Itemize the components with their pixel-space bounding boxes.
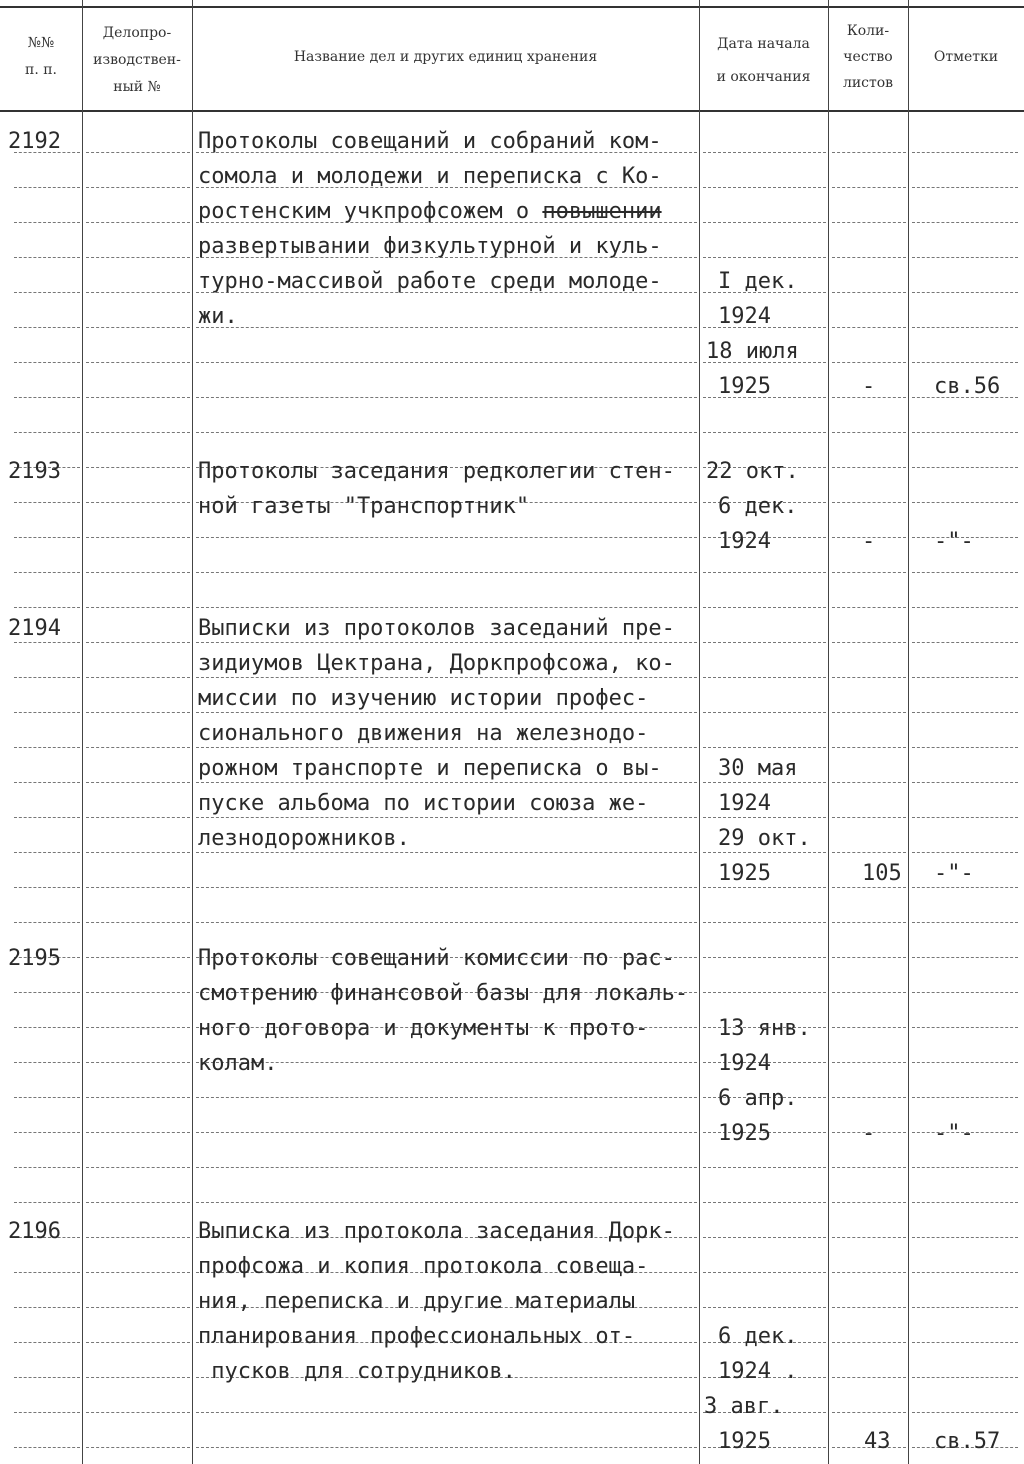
date-entry: I дек. <box>718 269 798 294</box>
ruled-line <box>832 362 906 363</box>
ruled-line <box>912 922 1018 923</box>
date-entry: 6 апр. <box>718 1086 798 1111</box>
record-number: 2195 <box>8 946 61 971</box>
ruled-line <box>86 467 190 468</box>
record-title-text: ростенским учкпрофсожем о <box>198 199 543 224</box>
ruled-line <box>912 712 1018 713</box>
date-entry: 1924 . <box>718 1359 798 1384</box>
ruled-line <box>14 1167 80 1168</box>
ruled-line <box>703 1237 826 1238</box>
record-title-line: планирования профессиональных от- <box>198 1324 636 1349</box>
ruled-line <box>703 642 826 643</box>
ruled-line <box>832 747 906 748</box>
header-rule <box>0 110 1024 112</box>
record-title-line: пусков для сотрудников. <box>198 1359 516 1384</box>
record-title-line: ного договора и документы к прото- <box>198 1016 649 1041</box>
ruled-line <box>196 432 697 433</box>
ruled-line <box>14 432 80 433</box>
ruled-line <box>86 642 190 643</box>
ruled-line <box>196 1447 697 1448</box>
ruled-line <box>14 1027 80 1028</box>
record-number: 2193 <box>8 459 61 484</box>
ruled-line <box>912 782 1018 783</box>
ruled-line <box>86 712 190 713</box>
sheet-count: - <box>862 529 876 554</box>
ruled-line <box>86 677 190 678</box>
ruled-line <box>14 362 80 363</box>
ruled-line <box>832 712 906 713</box>
date-entry: 1925 <box>718 374 771 399</box>
ruled-line <box>832 922 906 923</box>
ruled-line <box>703 257 826 258</box>
ruled-line <box>832 187 906 188</box>
date-entry: 6 дек. <box>718 1324 798 1349</box>
record-title-line: Протоколы совещаний комиссии по рас- <box>198 946 675 971</box>
record-title-line <box>198 194 708 229</box>
ruled-line <box>832 572 906 573</box>
ruled-line <box>912 1167 1018 1168</box>
ruled-line <box>912 1412 1018 1413</box>
ruled-line <box>86 1447 190 1448</box>
ruled-line <box>86 152 190 153</box>
ruled-line <box>703 432 826 433</box>
record-number: 2194 <box>8 616 61 641</box>
header-office-num <box>82 20 192 101</box>
column-divider <box>82 0 83 1464</box>
ruled-line <box>832 1202 906 1203</box>
ruled-line <box>912 187 1018 188</box>
ruled-line <box>196 397 697 398</box>
ruled-line <box>86 537 190 538</box>
ruled-line <box>912 432 1018 433</box>
date-entry: 1925 <box>718 1121 771 1146</box>
ruled-line <box>14 572 80 573</box>
ruled-line <box>86 957 190 958</box>
ruled-line <box>86 187 190 188</box>
ruled-line <box>912 1027 1018 1028</box>
date-entry: 3 авг. <box>704 1394 784 1419</box>
ruled-line <box>86 887 190 888</box>
ruled-line <box>196 1412 697 1413</box>
ruled-line <box>196 362 697 363</box>
record-title-line: смотрению финансовой базы для локаль- <box>198 981 689 1006</box>
ruled-line <box>14 1412 80 1413</box>
ruled-line <box>14 852 80 853</box>
column-divider <box>828 0 829 1464</box>
date-entry: 13 янв. <box>718 1016 811 1041</box>
header-notes: Отметки <box>933 49 999 65</box>
ruled-line <box>912 1272 1018 1273</box>
ruled-line <box>832 467 906 468</box>
record-title-line: сомола и молодежи и переписка с Ко- <box>198 164 662 189</box>
ruled-line <box>86 1202 190 1203</box>
date-entry: 6 дек. <box>718 494 798 519</box>
ruled-line <box>86 292 190 293</box>
date-entry: 30 мая <box>718 756 798 781</box>
ruled-line <box>912 467 1018 468</box>
ruled-line <box>832 852 906 853</box>
record-title-line: колам. <box>198 1051 278 1076</box>
record-title-line: турно-массивой работе среди молоде- <box>198 269 662 294</box>
ruled-line <box>912 1202 1018 1203</box>
ruled-line <box>196 572 697 573</box>
ruled-line <box>86 1307 190 1308</box>
ruled-line <box>86 1272 190 1273</box>
ruled-line <box>912 1097 1018 1098</box>
ruled-line <box>86 572 190 573</box>
ruled-line <box>703 747 826 748</box>
struck-word: повышении <box>542 199 662 224</box>
ruled-line <box>86 502 190 503</box>
ruled-line <box>14 257 80 258</box>
date-entry: 29 окт. <box>718 826 811 851</box>
note-mark: св.56 <box>934 374 1001 399</box>
ruled-line <box>832 607 906 608</box>
ruled-line <box>86 327 190 328</box>
ruled-line <box>86 1097 190 1098</box>
ruled-line <box>14 1377 80 1378</box>
date-entry: 18 июля <box>706 339 799 364</box>
ruled-line <box>703 1272 826 1273</box>
date-entry: 1924 <box>718 791 771 816</box>
record-number: 2192 <box>8 129 61 154</box>
ruled-line <box>14 607 80 608</box>
ruled-line <box>912 257 1018 258</box>
ruled-line <box>14 1307 80 1308</box>
ruled-line <box>912 992 1018 993</box>
ruled-line <box>703 1167 826 1168</box>
ruled-line <box>912 1307 1018 1308</box>
record-title-line: Протоколы совещаний и собраний ком- <box>198 129 662 154</box>
ruled-line <box>196 1132 697 1133</box>
ruled-line <box>14 1202 80 1203</box>
ruled-line <box>86 1412 190 1413</box>
note-mark: -"- <box>934 529 974 554</box>
ruled-line <box>912 607 1018 608</box>
ruled-line <box>14 712 80 713</box>
header-title: Название дел и других единиц хранения <box>293 49 598 65</box>
record-title-line: рожном транспорте и переписка о вы- <box>198 756 662 781</box>
header-office-line: изводствен- <box>93 52 181 68</box>
ruled-line <box>14 747 80 748</box>
record-title-line: пуске альбома по истории союза же- <box>198 791 649 816</box>
ruled-line <box>832 1377 906 1378</box>
ruled-line <box>14 222 80 223</box>
ruled-line <box>86 747 190 748</box>
ruled-line <box>86 432 190 433</box>
ruled-line <box>86 817 190 818</box>
record-title-line: Протоколы заседания редколегии стен- <box>198 459 675 484</box>
ruled-line <box>912 677 1018 678</box>
sheet-count: 105 <box>862 861 902 886</box>
ruled-line <box>912 852 1018 853</box>
date-entry: 22 окт. <box>706 459 799 484</box>
record-title-line: сионального движения на железнодо- <box>198 721 649 746</box>
ruled-line <box>86 1377 190 1378</box>
record-title-line: развертывании физкультурной и куль- <box>198 234 662 259</box>
ruled-line <box>196 1097 697 1098</box>
ruled-line <box>912 1237 1018 1238</box>
date-entry: 1925 <box>718 861 771 886</box>
ruled-line <box>832 1062 906 1063</box>
ruled-line <box>14 537 80 538</box>
ruled-line <box>196 607 697 608</box>
ruled-line <box>196 537 697 538</box>
ruled-line <box>832 1097 906 1098</box>
ruled-line <box>14 1272 80 1273</box>
ruled-line <box>912 957 1018 958</box>
record-title-line: Выписка из протокола заседания Дорк- <box>198 1219 675 1244</box>
ruled-line <box>14 502 80 503</box>
ruled-line <box>912 292 1018 293</box>
date-entry: 1924 <box>718 304 771 329</box>
sheet-count: 43 <box>864 1429 891 1454</box>
note-mark: -"- <box>934 1121 974 1146</box>
ruled-line <box>86 782 190 783</box>
ruled-line <box>14 887 80 888</box>
ruled-line <box>912 817 1018 818</box>
ruled-line <box>832 152 906 153</box>
top-rule <box>0 6 1024 8</box>
ruled-line <box>703 922 826 923</box>
ruled-line <box>86 992 190 993</box>
ruled-line <box>832 1412 906 1413</box>
record-title-line: Выписки из протоколов заседаний пре- <box>198 616 675 641</box>
date-entry: 1924 <box>718 1051 771 1076</box>
ruled-line <box>14 1447 80 1448</box>
ruled-line <box>832 1027 906 1028</box>
header-count-line: чество <box>843 49 893 65</box>
ruled-line <box>86 852 190 853</box>
header-num-line: №№ <box>27 35 55 51</box>
ruled-line <box>86 1167 190 1168</box>
header-dates-line: и окончания <box>716 69 811 85</box>
ruled-line <box>912 747 1018 748</box>
record-title-line: лезнодорожников. <box>198 826 410 851</box>
ruled-line <box>832 327 906 328</box>
ruled-line <box>86 1132 190 1133</box>
ruled-line <box>14 922 80 923</box>
ruled-line <box>14 1132 80 1133</box>
ruled-line <box>912 1342 1018 1343</box>
column-divider <box>192 0 193 1464</box>
record-title-line: жи. <box>198 304 238 329</box>
ruled-line <box>832 222 906 223</box>
ruled-line <box>703 992 826 993</box>
ruled-line <box>832 1342 906 1343</box>
ruled-line <box>196 887 697 888</box>
ruled-line <box>832 1307 906 1308</box>
ruled-line <box>703 572 826 573</box>
note-mark: -"- <box>934 861 974 886</box>
ruled-line <box>86 397 190 398</box>
header-num <box>0 30 82 84</box>
sheet-count: - <box>862 1121 876 1146</box>
ruled-line <box>703 712 826 713</box>
ruled-line <box>912 572 1018 573</box>
ruled-line <box>86 222 190 223</box>
ruled-line <box>14 1097 80 1098</box>
ruled-line <box>912 1377 1018 1378</box>
ruled-line <box>14 292 80 293</box>
record-title-line: ния, переписка и другие материалы <box>198 1289 636 1314</box>
ruled-line <box>86 607 190 608</box>
ruled-line <box>703 677 826 678</box>
ruled-line <box>912 152 1018 153</box>
ruled-line <box>912 1062 1018 1063</box>
ruled-line <box>832 957 906 958</box>
ruled-line <box>14 327 80 328</box>
ruled-line <box>703 222 826 223</box>
ruled-line <box>832 677 906 678</box>
ruled-line <box>832 257 906 258</box>
record-title-line: ной газеты "Транспортник" <box>198 494 530 519</box>
header-dates-line: Дата начала <box>717 36 810 52</box>
ruled-line <box>912 327 1018 328</box>
header-dates <box>699 28 828 94</box>
record-number: 2196 <box>8 1219 61 1244</box>
header-office-line: ный № <box>113 79 161 95</box>
ruled-line <box>832 1237 906 1238</box>
ruled-line <box>703 1307 826 1308</box>
ruled-line <box>86 1027 190 1028</box>
ruled-line <box>832 1272 906 1273</box>
header-count-line: листов <box>842 75 894 91</box>
ruled-line <box>912 642 1018 643</box>
ruled-line <box>832 992 906 993</box>
ruled-line <box>832 432 906 433</box>
record-title-line: профсожа и копия протокола совеща- <box>198 1254 649 1279</box>
ruled-line <box>912 222 1018 223</box>
ruled-line <box>703 152 826 153</box>
ruled-line <box>14 992 80 993</box>
ruled-line <box>703 187 826 188</box>
ruled-line <box>86 1342 190 1343</box>
header-office-line: Делопро- <box>102 25 172 41</box>
ruled-line <box>14 677 80 678</box>
ruled-line <box>832 817 906 818</box>
date-entry: 1925 <box>718 1429 771 1454</box>
ruled-line <box>832 292 906 293</box>
sheet-count: - <box>862 374 876 399</box>
ruled-line <box>196 1167 697 1168</box>
ruled-line <box>912 502 1018 503</box>
ruled-line <box>832 642 906 643</box>
ruled-line <box>86 257 190 258</box>
ruled-line <box>86 362 190 363</box>
ruled-line <box>14 1342 80 1343</box>
record-title-line: зидиумов Цектрана, Доркпрофсожа, ко- <box>198 651 675 676</box>
ruled-line <box>14 397 80 398</box>
record-title-line: миссии по изучению истории профес- <box>198 686 649 711</box>
header-num-line: п. п. <box>24 62 57 78</box>
ruled-line <box>832 782 906 783</box>
ruled-line <box>14 817 80 818</box>
column-divider <box>908 0 909 1464</box>
ruled-line <box>703 607 826 608</box>
ruled-line <box>86 1062 190 1063</box>
ruled-line <box>832 502 906 503</box>
ruled-line <box>14 1062 80 1063</box>
date-entry: 1924 <box>718 529 771 554</box>
ruled-line <box>14 782 80 783</box>
ruled-line <box>912 362 1018 363</box>
ruled-line <box>196 922 697 923</box>
ruled-line <box>703 957 826 958</box>
header-count <box>828 18 908 96</box>
ruled-line <box>86 1237 190 1238</box>
ruled-line <box>196 1202 697 1203</box>
note-mark: св.57 <box>934 1429 1001 1454</box>
ruled-line <box>86 922 190 923</box>
header-count-line: Коли- <box>846 23 890 39</box>
ruled-line <box>14 187 80 188</box>
ruled-line <box>832 1167 906 1168</box>
ruled-line <box>703 1202 826 1203</box>
